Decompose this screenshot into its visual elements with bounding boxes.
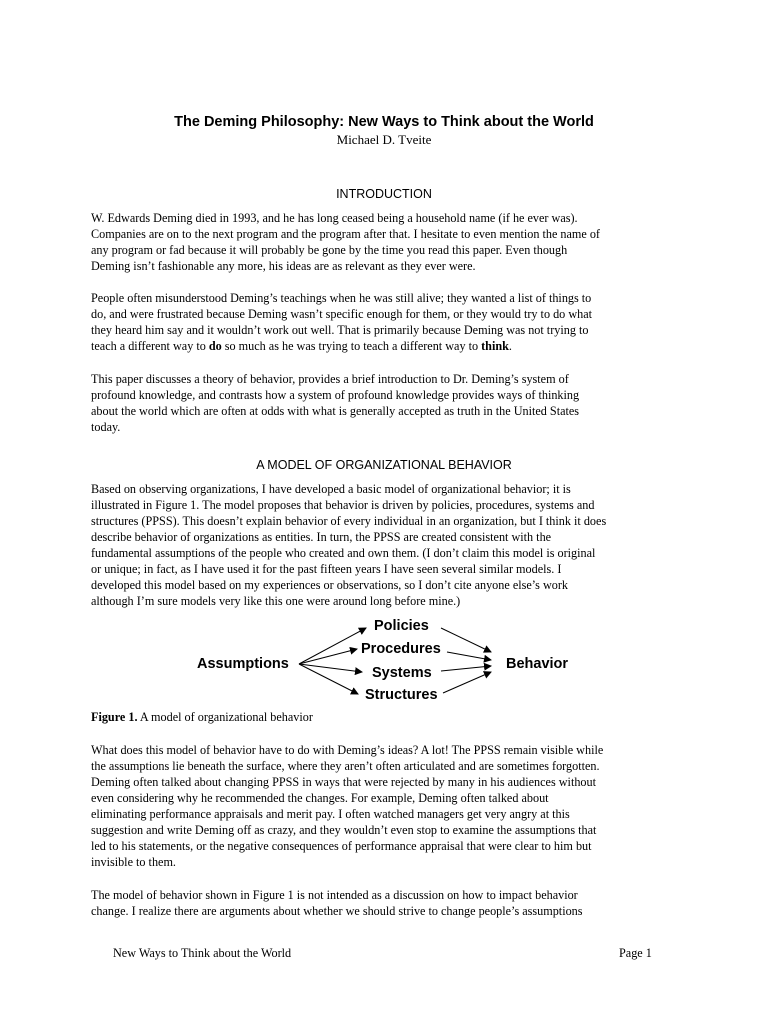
figure-caption-text: A model of organizational behavior — [137, 710, 313, 724]
text-run: teach a different way to — [91, 339, 209, 353]
section-heading-introduction: INTRODUCTION — [336, 187, 432, 201]
text-line: suggestion and write Deming off as crazy, and they wouldn’t even stop to examine the assumptions that — [91, 823, 597, 837]
text-run: so much as he was trying to teach a different way to — [221, 339, 482, 353]
text-line: illustrated in Figure 1. The model proposes that behavior is driven by policies, procedures, systems and — [91, 498, 595, 512]
arrow-assumptions-policies — [299, 628, 366, 664]
text-line: describe behavior of organizations as entities. In turn, the PPSS are created consistent with the — [91, 530, 552, 544]
text-line: Companies are on to the next program and the program after that. I hesitate to even mention the name of — [91, 227, 600, 241]
arrow-procedures-behavior — [447, 652, 491, 660]
text-line: led to his statements, or the negative consequences of performance appraisal that were clear to him but — [91, 839, 592, 853]
footer-title: New Ways to Think about the World — [113, 946, 292, 960]
arrow-systems-behavior — [441, 666, 491, 671]
arrow-structures-behavior — [443, 672, 491, 693]
text-line: W. Edwards Deming died in 1993, and he has long ceased being a household name (if he ever was). — [91, 211, 578, 225]
text-line: do, and were frustrated because Deming wasn’t specific enough for them, or they would try to do what — [91, 307, 593, 321]
figure-caption-label: Figure 1. — [91, 710, 138, 724]
figure-node-policies: Policies — [374, 618, 429, 634]
figure-1-caption — [91, 710, 313, 725]
figure-node-procedures: Procedures — [361, 641, 441, 657]
figure-node-behavior: Behavior — [506, 656, 569, 672]
section-heading-model: A MODEL OF ORGANIZATIONAL BEHAVIOR — [256, 458, 512, 472]
text-line: invisible to them. — [91, 855, 176, 869]
text-line: developed this model based on my experiences or observations, so I don’t cite anyone else’s work — [91, 578, 568, 592]
arrow-assumptions-systems — [299, 664, 362, 672]
arrow-assumptions-procedures — [299, 649, 357, 664]
figure-node-assumptions: Assumptions — [197, 656, 289, 672]
text-line: they heard him say and it wouldn’t work out well. That is primarily because Deming was not trying to — [91, 323, 589, 337]
text-line: or unique; in fact, as I have used it for the past fifteen years I have seen several similar models. I — [91, 562, 562, 576]
arrow-policies-behavior — [441, 628, 491, 652]
text-line: eliminating performance appraisals and merit pay. I often watched managers get very angry at this — [91, 807, 570, 821]
figure-node-structures: Structures — [365, 687, 438, 703]
document-title: The Deming Philosophy: New Ways to Think about the World — [174, 114, 594, 130]
text-line: about the world which are often at odds with what is generally accepted as truth in the United States — [91, 404, 580, 418]
page-number: Page 1 — [619, 946, 652, 960]
text-line: profound knowledge, and contrasts how a system of profound knowledge provides ways of thinking — [91, 388, 580, 402]
emphasis-do: do — [208, 339, 222, 353]
text-line: structures (PPSS). This doesn’t explain behavior of every individual in an organization, but I think it does — [91, 514, 607, 528]
text-line: Deming often talked about changing PPSS in ways that were rejected by many in his audiences without — [91, 775, 596, 789]
text-line: People often misunderstood Deming’s teachings when he was still alive; they wanted a list of things to — [91, 291, 592, 305]
emphasis-think: think — [481, 339, 509, 353]
text-line: the assumptions lie beneath the surface, where they aren’t often articulated and are sometimes forgotten. — [91, 759, 600, 773]
text-line: Based on observing organizations, I have developed a basic model of organizational behavior; it is — [91, 482, 571, 496]
figure-node-systems: Systems — [372, 665, 432, 681]
text-line: Deming isn’t fashionable any more, his ideas are as relevant as they ever were. — [91, 259, 476, 273]
text-line: today. — [91, 420, 121, 434]
text-line: change. I realize there are arguments about whether we should strive to change people’s assumptions — [91, 904, 583, 918]
text-line: What does this model of behavior have to do with Deming’s ideas? A lot! The PPSS remain visible while — [91, 743, 604, 757]
text-line: fundamental assumptions of the people who created and own them. (I don’t claim this model is original — [91, 546, 596, 560]
text-run: . — [508, 339, 512, 353]
text-line: any program or fad because it will probably be gone by the time you read this paper. Even though — [91, 243, 568, 257]
text-line: The model of behavior shown in Figure 1 is not intended as a discussion on how to impact behavior — [91, 888, 578, 902]
arrow-assumptions-structures — [299, 664, 358, 694]
document-author: Michael D. Tveite — [336, 132, 432, 147]
text-line: although I’m sure models very like this one were around long before mine.) — [91, 594, 461, 608]
text-line: This paper discusses a theory of behavior, provides a brief introduction to Dr. Deming’s system of — [91, 372, 569, 386]
text-line: even considering why he recommended the changes. For example, Deming often talked about — [91, 791, 549, 805]
